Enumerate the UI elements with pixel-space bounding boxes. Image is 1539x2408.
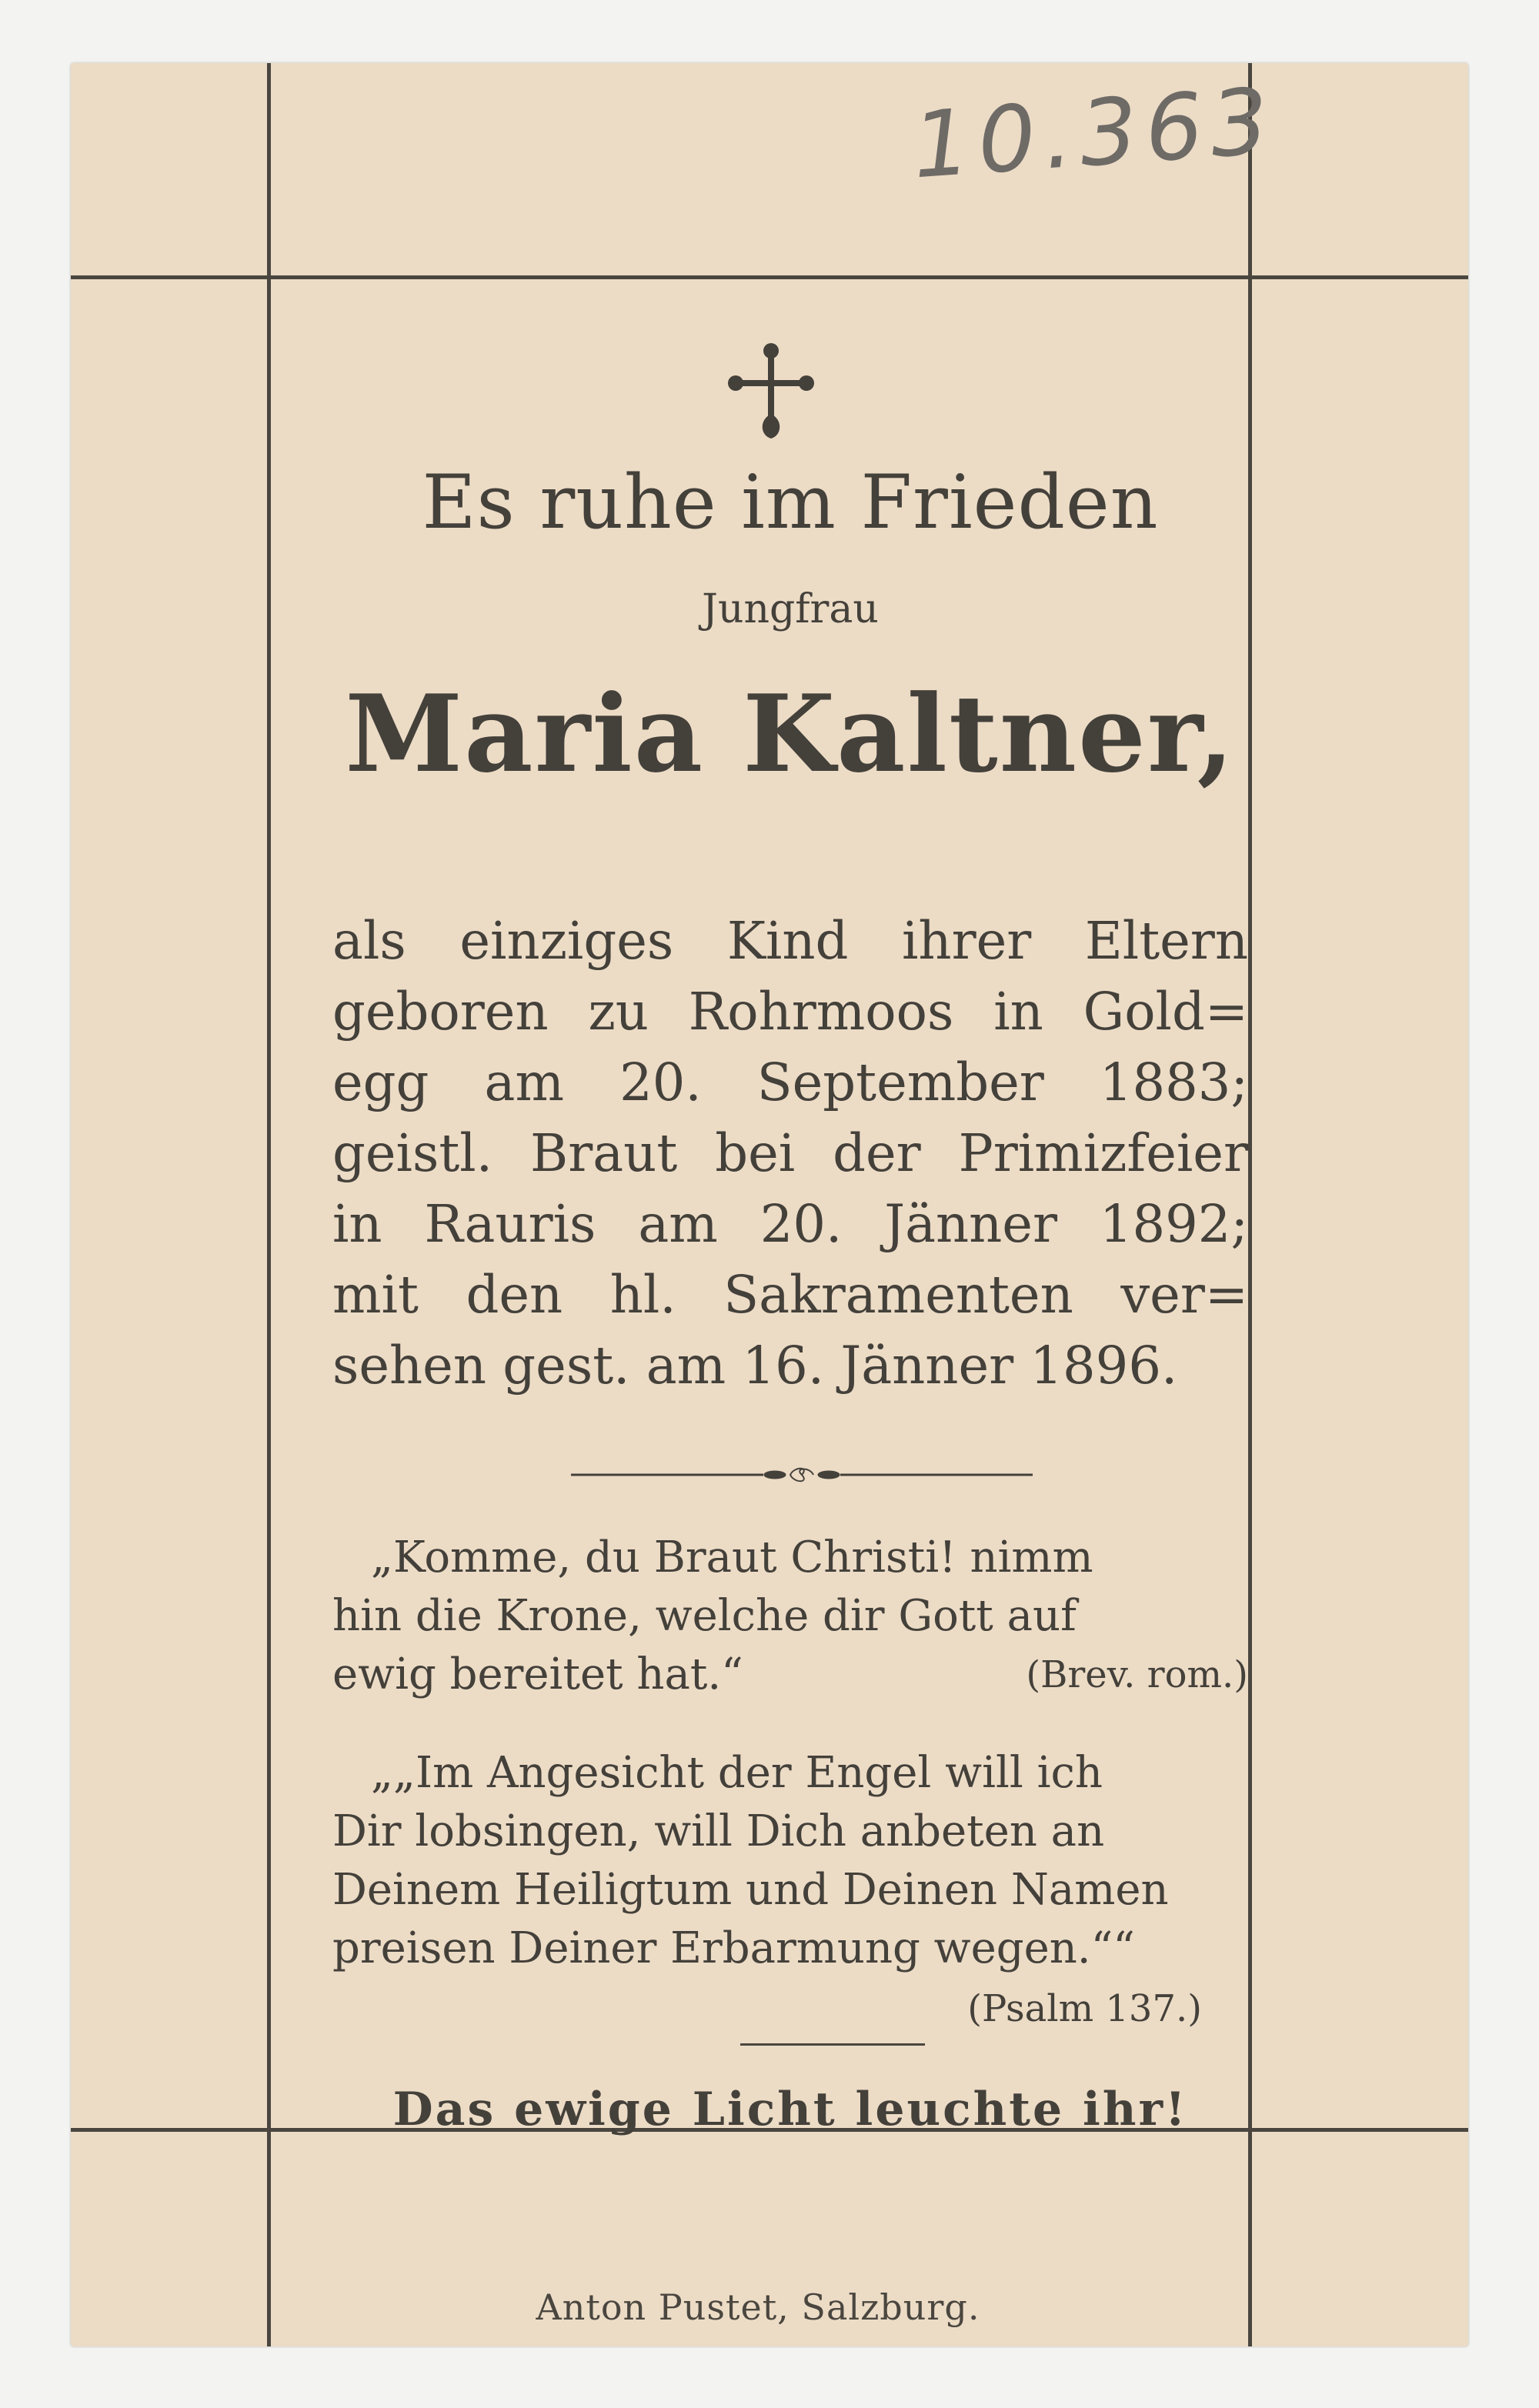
quote-line: hin die Krone, welche dir Gott auf <box>332 1591 1077 1641</box>
bio-line: geboren zu Rohrmoos in Gold= <box>332 982 1248 1042</box>
quote-line <box>332 1646 1248 1704</box>
frame-line-left <box>267 63 271 2346</box>
quote-line: preisen Deiner Erbarmung wegen.““ <box>332 1923 1135 1973</box>
bio-line: als einziges Kind ihrer Eltern <box>332 911 1248 971</box>
quote-source <box>332 1978 1248 2038</box>
bio-line: in Rauris am 20. Jänner 1892; <box>332 1194 1248 1254</box>
quote-line: Dir lobsingen, will Dich anbeten an <box>332 1806 1105 1856</box>
frame-line-right <box>1248 63 1252 2346</box>
card-subtitle: Jungfrau <box>702 586 879 632</box>
quote-source-text: (Psalm 137.) <box>967 1987 1202 2030</box>
handwritten-inventory-number: 10.363 <box>909 67 1280 199</box>
bio-line: sehen gest. am 16. Jänner 1896. <box>332 1336 1178 1396</box>
quote-breviary <box>332 1529 1248 1704</box>
ornament-divider <box>571 1465 1033 1485</box>
cross-icon <box>725 340 817 440</box>
publisher-imprint: Anton Pustet, Salzburg. <box>536 2286 980 2328</box>
quote-line: „„Im Angesicht der Engel will ich <box>371 1748 1103 1798</box>
quote-line-text: ewig bereitet hat.“ <box>332 1649 743 1699</box>
quote-psalm <box>332 1744 1248 2038</box>
frame-line-top <box>71 275 1468 279</box>
card-title: Es ruhe im Frieden <box>422 459 1159 545</box>
bio-line: egg am 20. September 1883; <box>332 1052 1248 1112</box>
biography <box>332 906 1248 1401</box>
bio-line: mit den hl. Sakramenten ver= <box>332 1265 1248 1325</box>
separator-line <box>740 2043 925 2046</box>
memorial-card <box>71 63 1468 2346</box>
deceased-name: Maria Kaltner, <box>345 671 1236 796</box>
bio-line: geistl. Braut bei der Primizfeier <box>332 1123 1248 1183</box>
quote-source: (Brev. rom.) <box>1026 1653 1248 1696</box>
closing-blessing: Das ewige Licht leuchte ihr! <box>392 2083 1188 2136</box>
quote-line: „Komme, du Braut Christi! nimm <box>371 1533 1093 1583</box>
quote-line: Deinem Heiligtum und Deinen Namen <box>332 1865 1169 1915</box>
